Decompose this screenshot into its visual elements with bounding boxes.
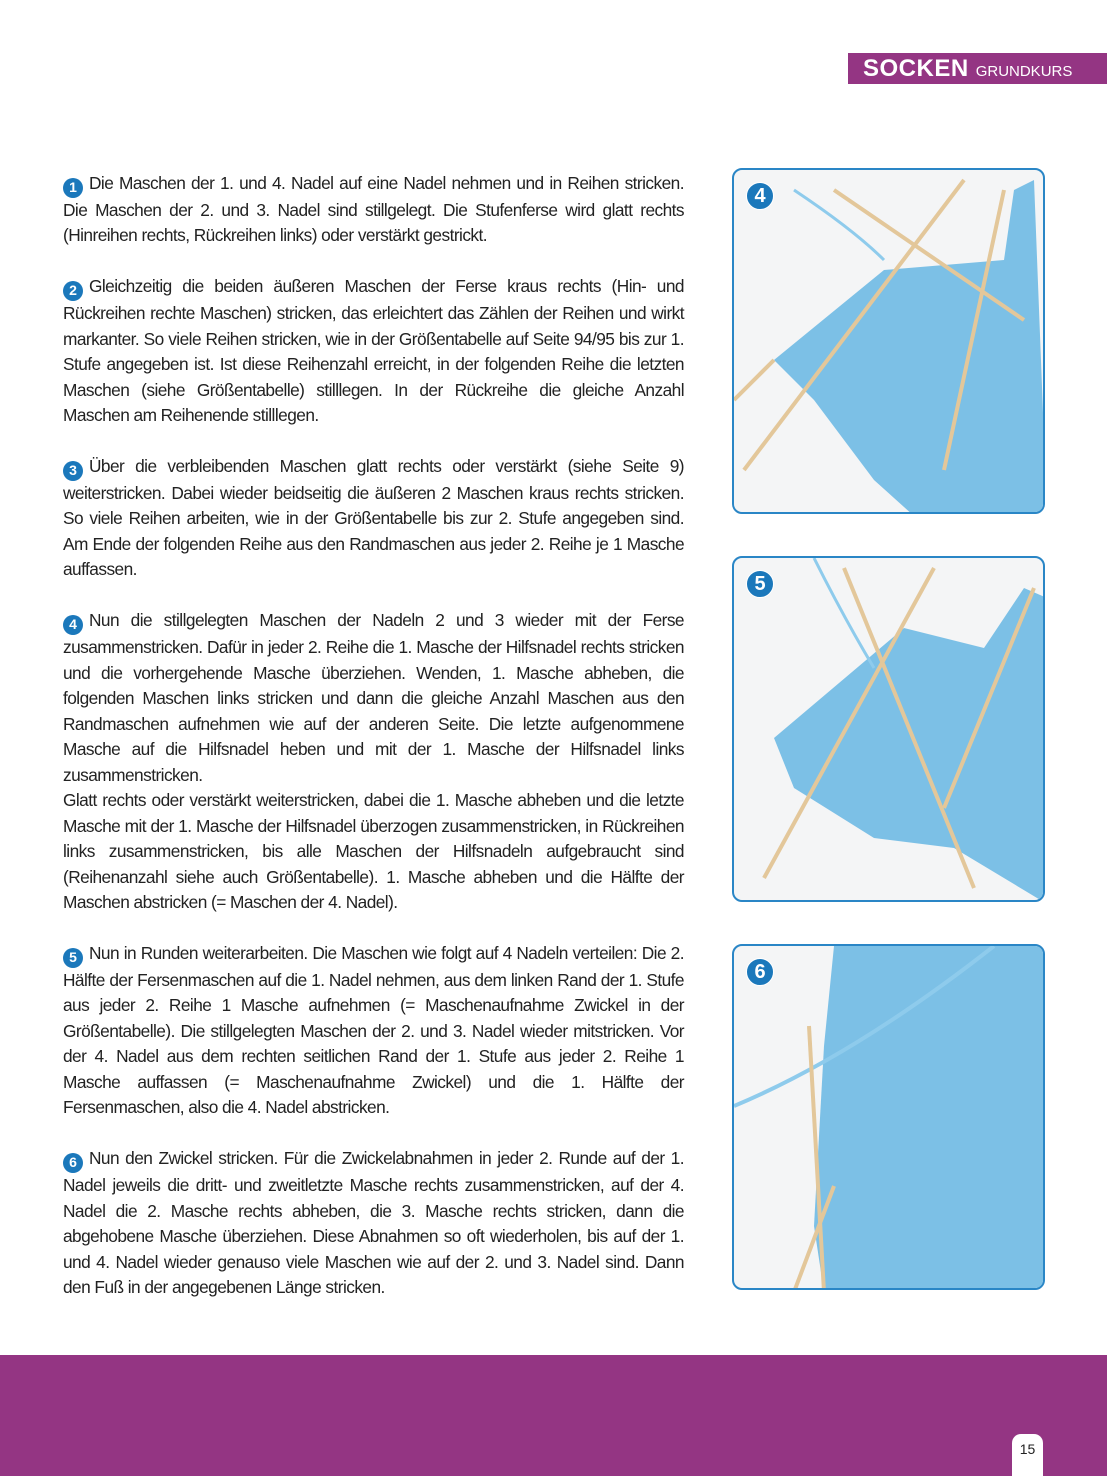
knitting-illustration	[734, 170, 1045, 514]
step-1	[63, 171, 684, 249]
photo-number-badge: 5	[746, 570, 774, 598]
photo-step-4	[732, 168, 1045, 514]
step-number-badge: 2	[63, 281, 83, 301]
section-title: SOCKEN	[863, 54, 969, 82]
knitting-illustration	[734, 946, 1045, 1290]
photo-number-badge: 6	[746, 958, 774, 986]
step-number-badge: 1	[63, 178, 83, 198]
photo-step-5	[732, 556, 1045, 902]
section-header	[848, 53, 1107, 84]
step-number-badge: 4	[63, 615, 83, 635]
step-number-badge: 3	[63, 461, 83, 481]
page-number: 15	[1012, 1434, 1043, 1476]
step-number-badge: 6	[63, 1153, 83, 1173]
section-subtitle: GRUNDKURS	[975, 62, 1073, 80]
step-2	[63, 274, 684, 428]
step-text: Nun die stillgelegten Maschen der Nadeln 2 und 3 wieder mit der Ferse zusammenstricken. Dafür in jeder 2. Reihe die 1. Masche der Hilfsnadel rechts stricken und die vorhergehende Masche überziehen. Wenden, 1. Masche abheben, die folgenden Maschen links stricken und dann die gleiche Anzahl Maschen aus den Randmaschen aufnehmen wie auf der anderen Seite. Die letzte aufgenommene Masche auf die Hilfsnadel heben und mit der 1. Masche der Hilfsnadel links zusammenstricken.	[63, 610, 684, 785]
step-text: Über die verbleibenden Maschen glatt rechts oder verstärkt (siehe Seite 9) weiterstricken. Dabei wieder beidseitig die äußeren 2 Maschen kraus rechts stricken. So viele Reihen arbeiten, wie in der Größentabelle bis zur 2. Stufe angegeben sind. Am Ende der folgenden Reihe aus den Randmaschen aus jeder 2. Reihe je 1 Masche auffassen.	[63, 456, 684, 580]
step-5	[63, 941, 684, 1121]
step-4-continued: Glatt rechts oder verstärkt weiterstricken, dabei die 1. Masche abheben und die letzte Masche mit der 1. Masche der Hilfsnadel überzogen zusammenstricken, in Rückreihen links zusammenstricken, bis alle Maschen der Hilfsnadeln aufgebraucht sind (Reihenanzahl siehe auch Größentabelle). 1. Masche abheben und die Hälfte der Maschen abstricken (= Maschen der 4. Nadel).	[63, 790, 684, 912]
step-number-badge: 5	[63, 948, 83, 968]
step-text: Nun in Runden weiterarbeiten. Die Maschen wie folgt auf 4 Nadeln verteilen: Die 2. Hälfte der Fersenmaschen auf die 1. Nadel nehmen, aus dem linken Rand der 1. Stufe aus jeder 2. Reihe 1 Masche aufnehmen (= Maschenaufnahme Zwickel in der Größentabelle). Die stillgelegten Maschen der 2. und 3. Nadel wieder mitstricken. Vor der 4. Nadel aus dem rechten seitlichen Rand der 1. Stufe aus jeder 2. Reihe 1 Masche auffassen (= Maschenaufnahme Zwickel) und die 1. Hälfte der Fersenmaschen, also die 4. Nadel abstricken.	[63, 943, 684, 1118]
step-6	[63, 1146, 684, 1300]
step-3	[63, 454, 684, 583]
instructions-text	[63, 171, 684, 1326]
photo-number-badge: 4	[746, 182, 774, 210]
photo-step-6	[732, 944, 1045, 1290]
step-text: Nun den Zwickel stricken. Für die Zwickelabnahmen in jeder 2. Runde auf der 1. Nadel jeweils die dritt- und zweitletzte Masche rechts zusammenstricken, auf der 4. Nadel die 2. Masche rechts abheben, die 3. Masche rechts stricken, dann die abgehobene Masche überziehen. Diese Abnahmen so oft wiederholen, bis auf der 1. und 4. Nadel wieder genauso viele Maschen wie auf der 2. und 3. Nadel sind. Dann den Fuß in der angegebenen Länge stricken.	[63, 1148, 684, 1297]
step-text: Gleichzeitig die beiden äußeren Maschen der Ferse kraus rechts (Hin- und Rückreihen rechte Maschen) stricken, das erleichtert das Zählen der Reihen und wirkt markanter. So viele Reihen stricken, wie in der Größentabelle auf Seite 94/95 bis zur 1. Stufe angegeben ist. Ist diese Reihenzahl erreicht, in der folgenden Reihe die letzten Maschen (siehe Größentabelle) stilllegen. In der Rückreihe die gleiche Anzahl Maschen am Reihenende stilllegen.	[63, 276, 684, 425]
step-text: Die Maschen der 1. und 4. Nadel auf eine Nadel nehmen und in Reihen stricken. Die Maschen der 2. und 3. Nadel sind stillgelegt. Die Stufenferse wird glatt rechts (Hinreihen rechts, Rückreihen links) oder verstärkt gestrickt.	[63, 173, 684, 246]
knitting-illustration	[734, 558, 1045, 902]
footer-band	[0, 1355, 1107, 1476]
step-4	[63, 608, 684, 788]
